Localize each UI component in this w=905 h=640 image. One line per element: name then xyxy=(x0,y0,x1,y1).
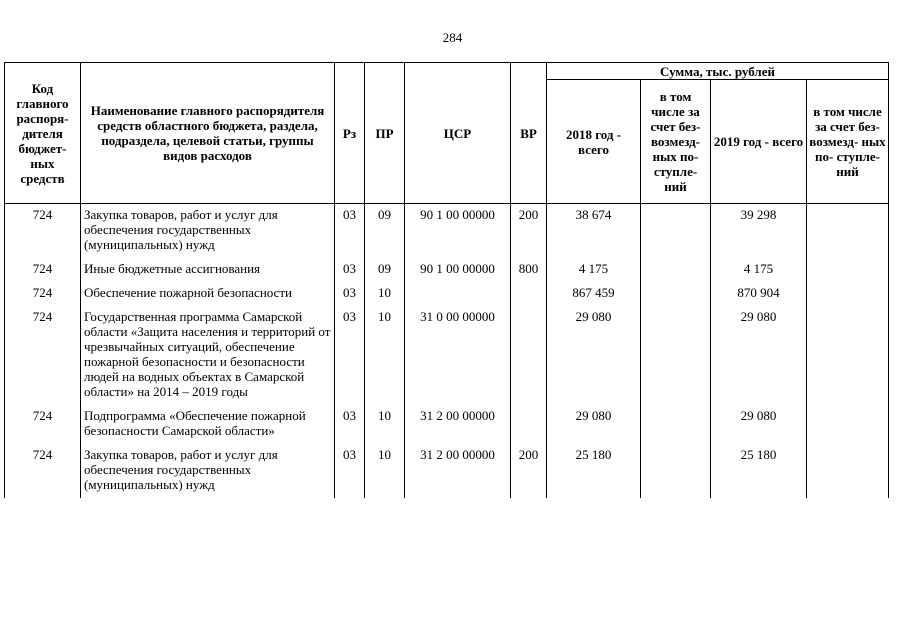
col-header-name: Наименование главного распорядителя средств областного бюджета, раздела, подраздела, целевой статьи, группы видов расходов xyxy=(81,63,335,204)
cell-pr: 10 xyxy=(365,444,405,498)
cell-2019-free xyxy=(807,258,889,282)
cell-2018-total: 867 459 xyxy=(547,282,641,306)
cell-vr xyxy=(511,405,547,444)
cell-2018-total: 29 080 xyxy=(547,306,641,405)
cell-pr: 09 xyxy=(365,204,405,259)
table-row xyxy=(5,282,889,306)
cell-name: Закупка товаров, работ и услуг для обеспечения государственных (муниципальных) нужд xyxy=(81,444,335,498)
cell-rz: 03 xyxy=(335,306,365,405)
col-header-2018-total: 2018 год - всего xyxy=(547,80,641,204)
cell-rz: 03 xyxy=(335,258,365,282)
cell-csr: 31 0 00 00000 xyxy=(405,306,511,405)
cell-name: Иные бюджетные ассигнования xyxy=(81,258,335,282)
cell-2018-total: 25 180 xyxy=(547,444,641,498)
cell-2018-total: 29 080 xyxy=(547,405,641,444)
cell-2018-free xyxy=(641,306,711,405)
col-header-2019-total: 2019 год - всего xyxy=(711,80,807,204)
cell-csr xyxy=(405,282,511,306)
cell-pr: 10 xyxy=(365,306,405,405)
cell-2018-free xyxy=(641,444,711,498)
cell-rz: 03 xyxy=(335,444,365,498)
cell-2019-total: 39 298 xyxy=(711,204,807,259)
cell-code: 724 xyxy=(5,204,81,259)
cell-vr xyxy=(511,306,547,405)
cell-code: 724 xyxy=(5,444,81,498)
cell-2019-total: 29 080 xyxy=(711,405,807,444)
cell-name: Подпрограмма «Обеспечение пожарной безопасности Самарской области» xyxy=(81,405,335,444)
table-body xyxy=(5,204,889,499)
cell-vr xyxy=(511,282,547,306)
cell-code: 724 xyxy=(5,282,81,306)
cell-2019-total: 870 904 xyxy=(711,282,807,306)
cell-2019-free xyxy=(807,306,889,405)
col-header-csr: ЦСР xyxy=(405,63,511,204)
cell-rz: 03 xyxy=(335,204,365,259)
cell-csr: 31 2 00 00000 xyxy=(405,405,511,444)
cell-2018-total: 38 674 xyxy=(547,204,641,259)
cell-2019-free xyxy=(807,444,889,498)
cell-code: 724 xyxy=(5,258,81,282)
cell-pr: 10 xyxy=(365,282,405,306)
cell-csr: 31 2 00 00000 xyxy=(405,444,511,498)
cell-2018-free xyxy=(641,258,711,282)
header-row-top xyxy=(5,63,889,80)
cell-pr: 09 xyxy=(365,258,405,282)
table-row xyxy=(5,444,889,498)
cell-rz: 03 xyxy=(335,405,365,444)
col-header-rz: Рз xyxy=(335,63,365,204)
page-number: 284 xyxy=(442,30,463,45)
table-row xyxy=(5,405,889,444)
table-row xyxy=(5,204,889,259)
cell-vr: 200 xyxy=(511,444,547,498)
cell-vr: 800 xyxy=(511,258,547,282)
cell-2018-total: 4 175 xyxy=(547,258,641,282)
cell-2018-free xyxy=(641,405,711,444)
col-header-pr: ПР xyxy=(365,63,405,204)
cell-2018-free xyxy=(641,282,711,306)
col-header-2019-free: в том числе за счет без- возмезд- ных по- ступле- ний xyxy=(807,80,889,204)
budget-table xyxy=(4,62,889,498)
col-header-2018-free: в том числе за счет без- возмезд- ных по- ступле- ний xyxy=(641,80,711,204)
col-header-code: Код главного распоря- дителя бюджет- ных средств xyxy=(5,63,81,204)
cell-csr: 90 1 00 00000 xyxy=(405,204,511,259)
cell-pr: 10 xyxy=(365,405,405,444)
cell-2019-free xyxy=(807,405,889,444)
cell-2019-free xyxy=(807,204,889,259)
cell-2019-total: 4 175 xyxy=(711,258,807,282)
cell-vr: 200 xyxy=(511,204,547,259)
cell-name: Закупка товаров, работ и услуг для обеспечения государственных (муниципальных) нужд xyxy=(81,204,335,259)
col-header-vr: ВР xyxy=(511,63,547,204)
cell-name: Обеспечение пожарной безопасности xyxy=(81,282,335,306)
cell-2019-total: 29 080 xyxy=(711,306,807,405)
cell-2019-total: 25 180 xyxy=(711,444,807,498)
cell-name: Государственная программа Самарской области «Защита населения и территорий от чрезвычайных ситуаций, обеспечение пожарной безопасности и безопасности людей на водных объектах в Самарской области» на 2014 – 2019 годы xyxy=(81,306,335,405)
cell-2019-free xyxy=(807,282,889,306)
cell-csr: 90 1 00 00000 xyxy=(405,258,511,282)
cell-code: 724 xyxy=(5,306,81,405)
table-row xyxy=(5,306,889,405)
cell-code: 724 xyxy=(5,405,81,444)
cell-2018-free xyxy=(641,204,711,259)
cell-rz: 03 xyxy=(335,282,365,306)
table-row xyxy=(5,258,889,282)
col-header-sum: Сумма, тыс. рублей xyxy=(547,63,889,80)
